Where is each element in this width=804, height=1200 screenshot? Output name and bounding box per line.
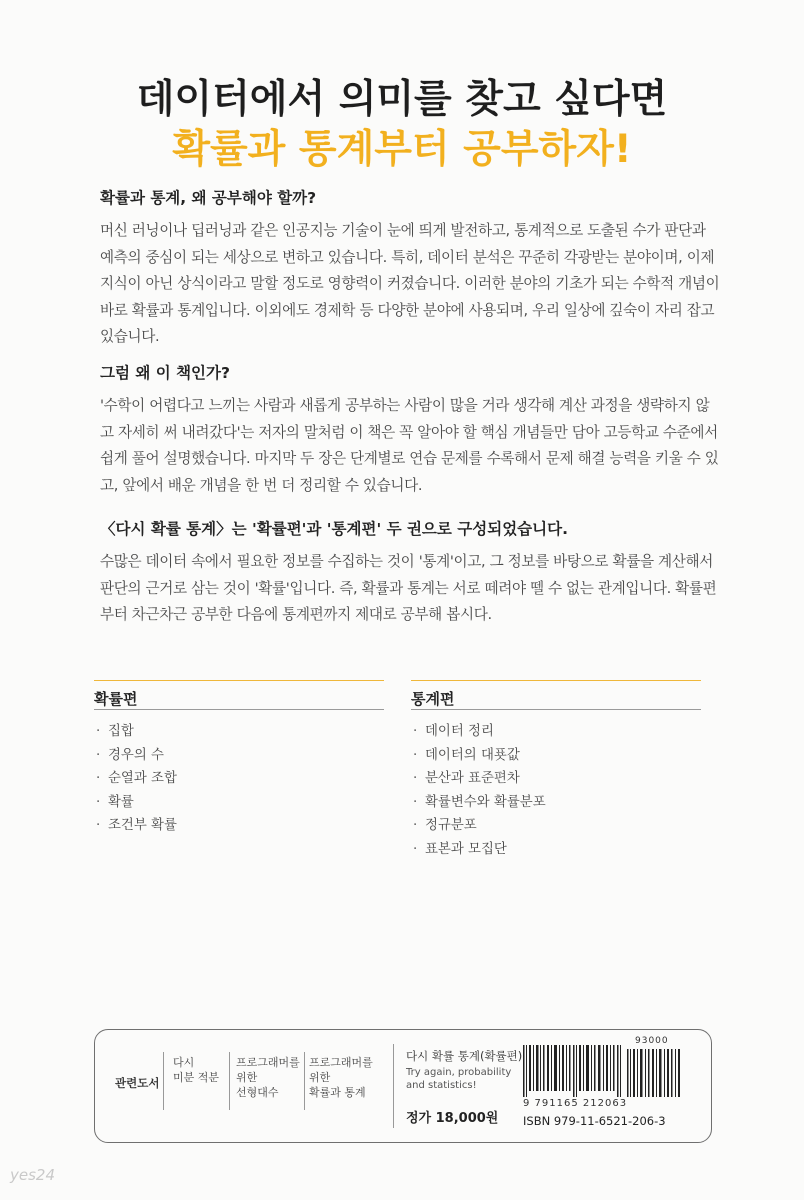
- body-line: 부터 차근차근 공부한 다음에 통계편까지 제대로 공부해 봅시다.: [100, 606, 492, 623]
- barcode-number: 9 791165 212063: [523, 1098, 628, 1109]
- body-line: 고 자세히 써 내려갔다'는 저자의 말처럼 이 책은 꼭 알아야 할 핵심 개념들만 담아 고등학교 수준에서: [100, 423, 718, 441]
- divider: [163, 1052, 164, 1110]
- section-body: [100, 218, 720, 351]
- toc-probability: [94, 680, 384, 838]
- divider: [393, 1044, 394, 1128]
- section-title: 〈다시 확률 통계〉는 '확률편'과 '통계편' 두 권으로 구성되었습니다.: [100, 520, 568, 538]
- list-item: · 분산과 표준편차: [413, 771, 520, 787]
- list-item: · 집합: [96, 724, 134, 740]
- body-line: '수학이 어렵다고 느끼는 사람과 새롭게 공부하는 사람이 많을 거라 생각해 계산 과정을 생략하지 않: [100, 397, 710, 414]
- section-composition: [100, 517, 720, 629]
- list-item: · 표본과 모집단: [413, 841, 507, 857]
- body-line: 있습니다.: [100, 328, 160, 345]
- price: 정가 18,000원: [406, 1111, 499, 1126]
- divider: [229, 1052, 230, 1110]
- related-book: 다시 미분 적분: [173, 1056, 220, 1084]
- section-title: 그럼 왜 이 책인가?: [100, 364, 230, 382]
- list-item: · 데이터의 대푯값: [413, 747, 520, 763]
- headline-main: 데이터에서 의미를 찾고 싶다면: [136, 77, 668, 122]
- related-book: 프로그래머를 위한 선형대수: [236, 1056, 300, 1099]
- list-item: · 조건부 확률: [96, 818, 177, 834]
- list-item: · 확률변수와 확률분포: [413, 794, 546, 810]
- divider: [411, 709, 701, 710]
- publisher-logo: yes24: [10, 1166, 56, 1184]
- body-line: 머신 러닝이나 딥러닝과 같은 인공지능 기술이 눈에 띄게 발전하고, 통계적으로 도출된 수가 판단과: [100, 222, 706, 239]
- barcode-icon: [523, 1045, 683, 1097]
- section-why-study: [100, 186, 720, 351]
- list-item: · 순열과 조합: [96, 771, 177, 787]
- body-line: 바로 확률과 통계입니다. 이외에도 경제학 등 다양한 분야에 사용되며, 우리 일상에 깊숙이 자리 잡고: [100, 301, 715, 319]
- related-books-label: 관련도서: [115, 1076, 160, 1090]
- book-title: 다시 확률 통계(확률편): [406, 1049, 523, 1063]
- list-item: · 데이터 정리: [413, 724, 494, 740]
- list-item: · 경우의 수: [96, 747, 164, 763]
- section-body: [100, 393, 720, 499]
- section-why-this-book: [100, 361, 720, 499]
- toc-heading: 통계편: [411, 690, 455, 709]
- body-line: 판단의 근거로 삼는 것이 '확률'입니다. 즉, 확률과 통계는 서로 떼려야 뗄 수 없는 관계입니다. 확률편: [100, 579, 717, 597]
- book-info-box: [94, 1029, 712, 1143]
- body-line: 고, 앞에서 배운 개념을 한 번 더 정리할 수 있습니다.: [100, 476, 423, 494]
- section-body: [100, 549, 720, 629]
- toc-heading: 확률편: [94, 690, 138, 709]
- related-book: 프로그래머를 위한 확률과 통계: [309, 1056, 373, 1099]
- body-line: 수많은 데이터 속에서 필요한 정보를 수집하는 것이 '통계'이고, 그 정보를 바탕으로 확률을 계산해서: [100, 553, 713, 570]
- toc-statistics: [411, 680, 701, 861]
- barcode-addon-number: 93000: [635, 1036, 669, 1046]
- list-item: · 정규분포: [413, 818, 477, 834]
- body-line: 지식이 아닌 상식이라고 말할 정도로 영향력이 커졌습니다. 이러한 분야의 기초가 되는 수학적 개념이: [100, 275, 720, 292]
- body-line: 쉽게 풀어 설명했습니다. 마지막 두 장은 단계별로 연습 문제를 수록해서 문제 해결 능력을 키울 수 있: [100, 450, 719, 467]
- list-item: · 확률: [96, 794, 134, 810]
- divider: [304, 1052, 305, 1110]
- book-subtitle: Try again, probability and statistics!: [406, 1067, 512, 1091]
- section-title: 확률과 통계, 왜 공부해야 할까?: [100, 189, 317, 207]
- headline-accent: 확률과 통계부터 공부하자!: [172, 127, 632, 172]
- isbn: ISBN 979-11-6521-206-3: [523, 1114, 666, 1128]
- divider: [94, 709, 384, 710]
- body-line: 예측의 중심이 되는 세상으로 변하고 있습니다. 특히, 데이터 분석은 꾸준히 각광받는 분야이며, 이제: [100, 248, 715, 266]
